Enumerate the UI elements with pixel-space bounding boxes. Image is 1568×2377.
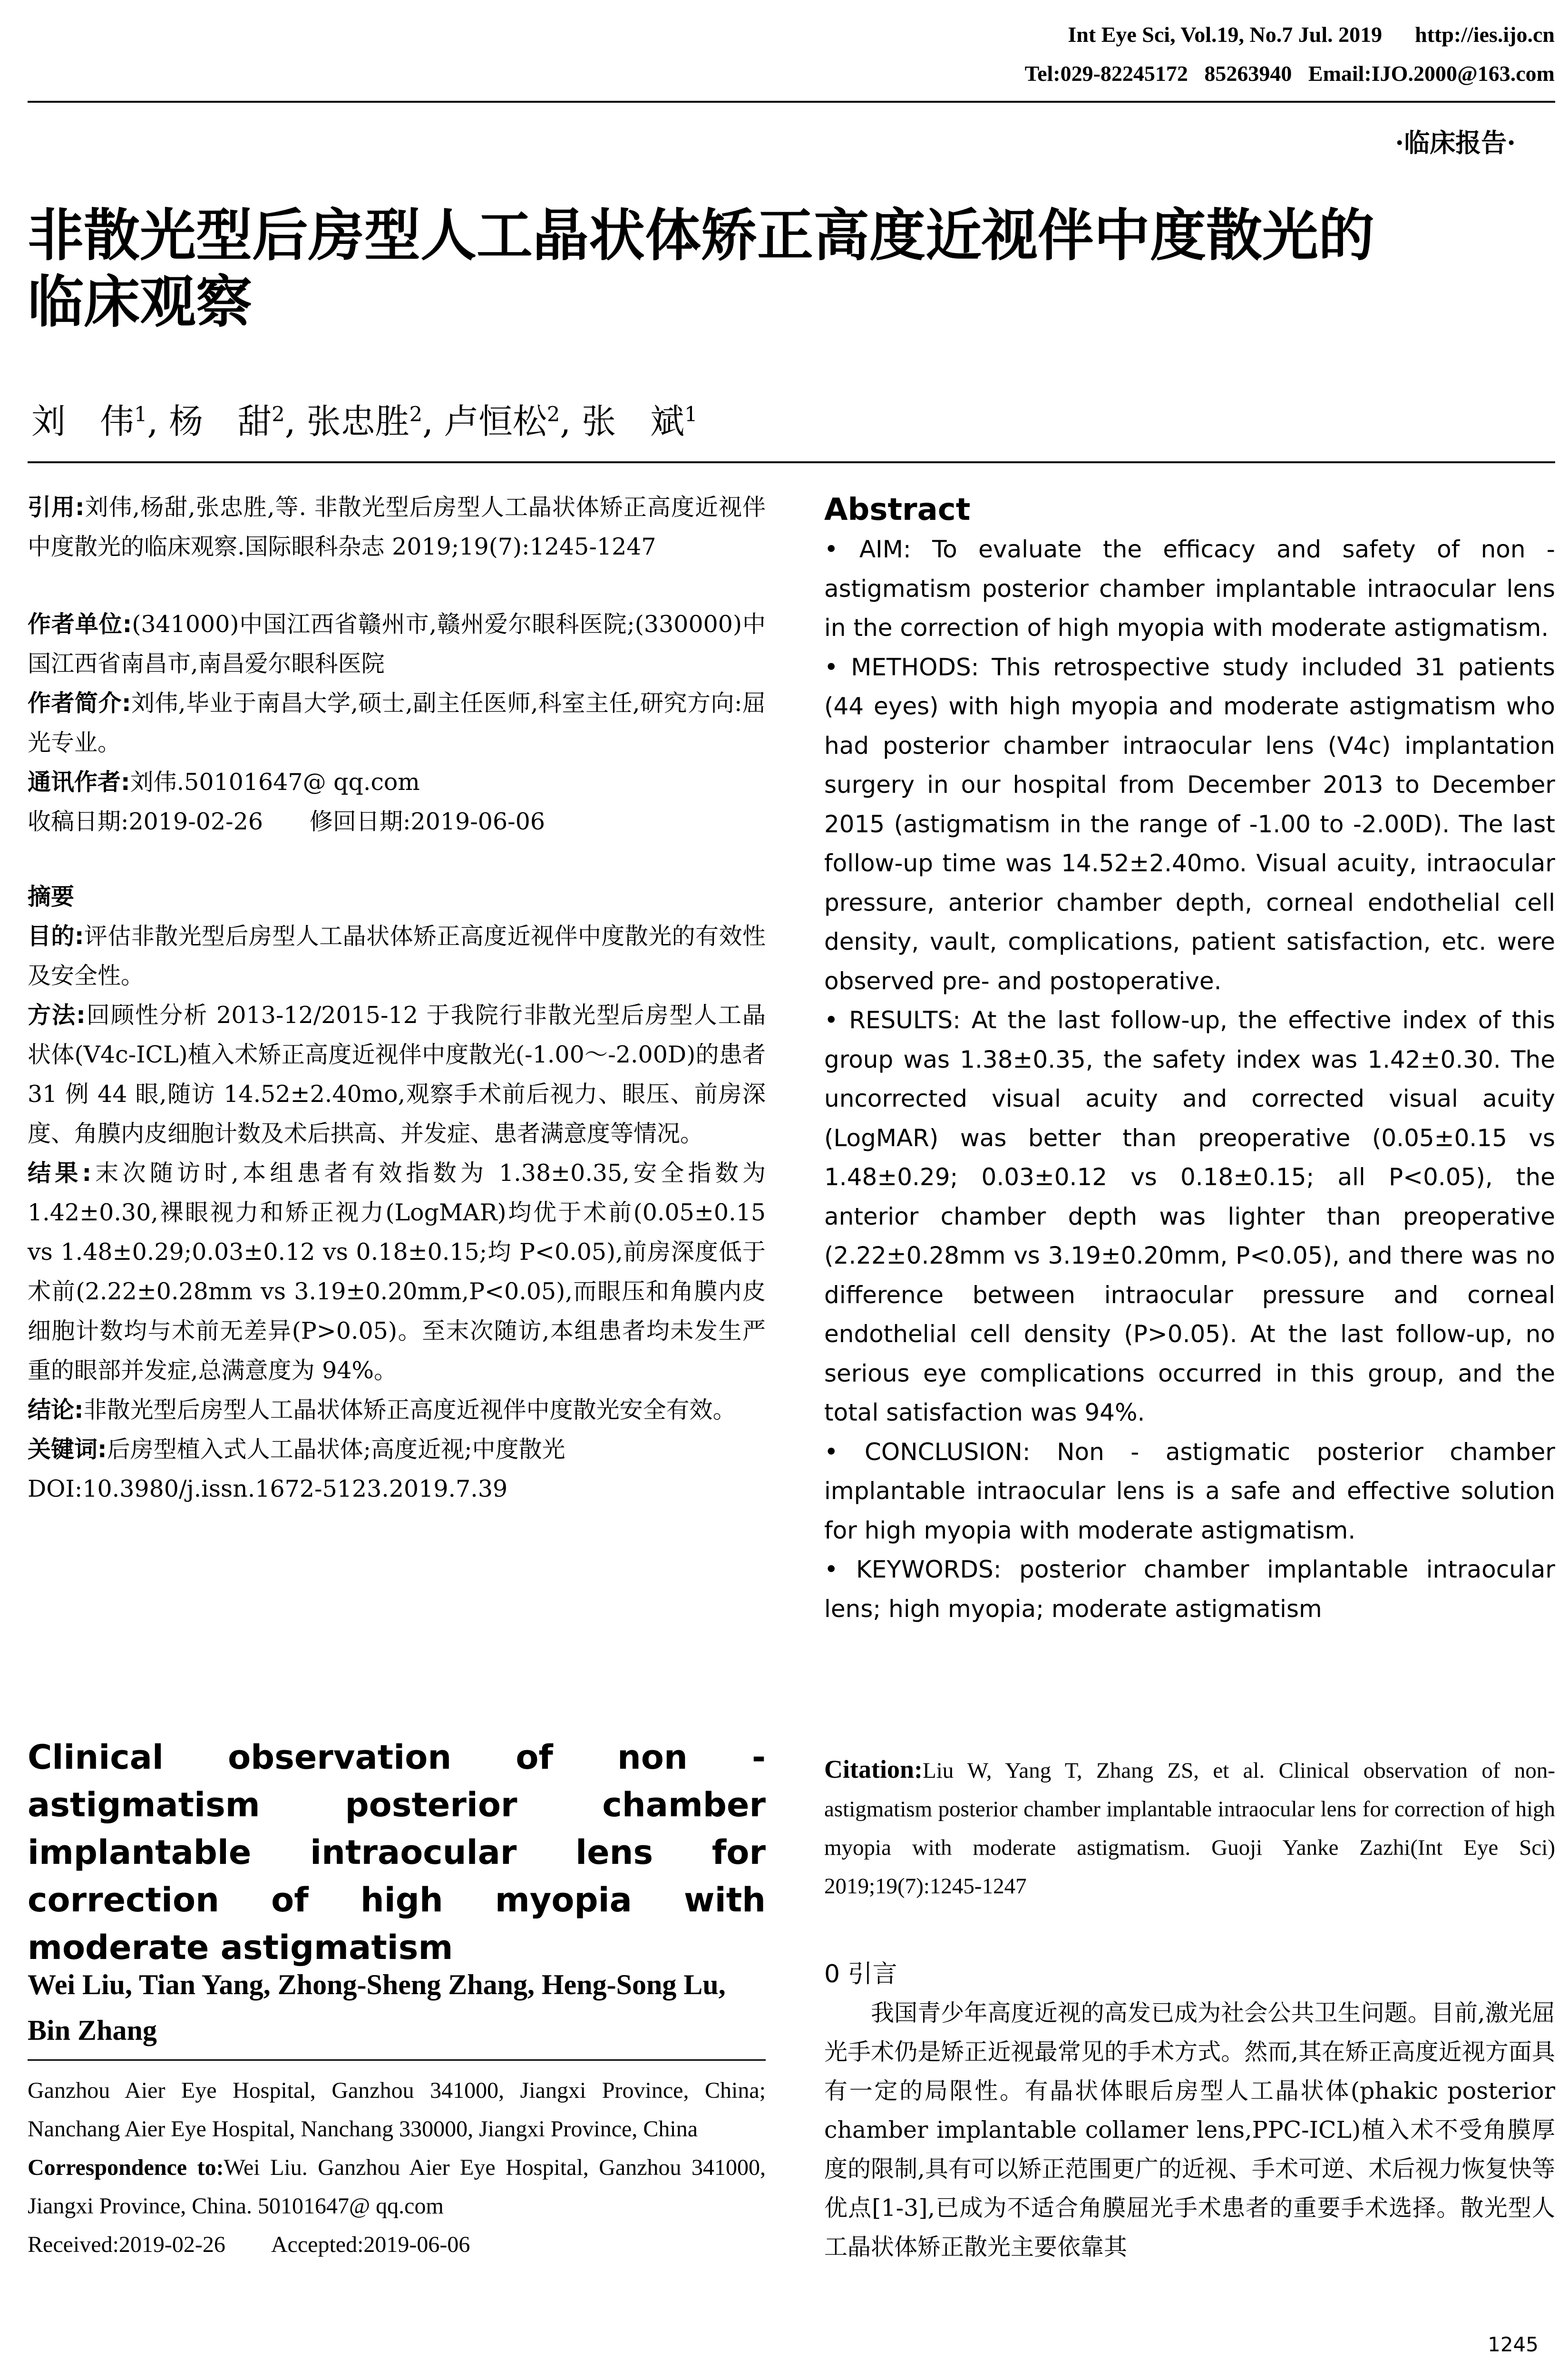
introduction-heading: 0 引言	[824, 1960, 897, 1988]
authors-en: Wei Liu, Tian Yang, Zhong-Sheng Zhang, Heng-Song Lu, Bin Zhang	[28, 1969, 726, 2046]
title-cn-line-1: 非散光型后房型人工晶状体矫正高度近视伴中度散光的	[28, 203, 1375, 268]
methods-en: • METHODS: This retrospective study included 31 patients (44 eyes) with high myopia and moderate astigmatism who had posterior chamber intraocular lens (V4c) implantation surgery in our hospital from December 2013 to December 2015 (astigmatism in the range of -1.00 to -2.00D). The last follow-up time was 14.52±2.40mo. Visual acuity, intraocular pressure, anterior chamber depth, corneal endothelial cell density, vault, complications, patient satisfaction, etc. were observed pre- and postoperative.	[824, 653, 1555, 995]
author-affil-sup: 2	[409, 403, 423, 427]
affiliations-block	[28, 2071, 766, 2264]
results-cn	[28, 1153, 766, 1390]
methods-en-label: METHODS:	[851, 653, 979, 681]
journal-issue-line: Int Eye Sci, Vol.19, No.7 Jul. 2019 http://ies.ijo.cn	[1068, 22, 1555, 47]
doi: DOI:10.3980/j.issn.1672-5123.2019.7.39	[28, 1475, 508, 1502]
keywords-cn-label: 关键词:	[28, 1436, 107, 1463]
affiliations-en: Ganzhou Aier Eye Hospital, Ganzhou 341000, Jiangxi Province, China; Nanchang Aier Eye Hospital, Nanchang 330000, Jiangxi Province, China	[28, 2078, 766, 2142]
authors-cn: 刘 伟$^1$, 杨 甜$^2$, 张忠胜$^2$, 卢恒松$^2$, 张 斌$^1$	[31, 401, 698, 441]
right-column	[824, 490, 1555, 1628]
citation-en-label: Citation:	[824, 1755, 923, 1783]
author-unit	[28, 604, 766, 683]
left-column	[28, 487, 766, 1509]
citation-cn-label: 引用:	[28, 494, 85, 521]
author-affil-sup: 2	[272, 403, 285, 427]
results-cn-label: 结果:	[28, 1159, 92, 1187]
keywords-cn	[28, 1430, 766, 1469]
methods-cn	[28, 995, 766, 1153]
corr-cn-label: 通讯作者:	[28, 769, 130, 796]
results-en-text: At the last follow-up, the effective index of this group was 1.38±0.35, the safety index was 1.42±0.30. The uncorrected visual acuity and corrected visual acuity (LogMAR) was better than preoperative (0.05±0.15 vs 1.48±0.29; 0.03±0.12 vs 0.18±0.15; all P<0.05), the anterior chamber depth was lighter than preoperative (2.22±0.28mm vs 3.19±0.20mm, P<0.05), and there was no difference between intraocular pressure and corneal endothelial cell density (P>0.05). At the last follow-up, no serious eye complications occurred in this group, and the total satisfaction was 94%.	[824, 1006, 1555, 1426]
introduction-paragraph: 我国青少年高度近视的高发已成为社会公共卫生问题。目前,激光屈光手术仍是矫正近视最常见的手术方式。然而,其在矫正高度近视方面具有一定的局限性。有晶状体眼后房型人工晶状体(phakic posterior chamber implantable collamer lens,PPC-ICL)植入术不受角膜厚度的限制,具有可以矫正范围更广的近视、手术可逆、术后视力恢复快等优点[1-3],已成为不适合角膜屈光手术患者的重要手术选择。散光型人工晶状体矫正散光主要依靠其	[824, 1999, 1555, 2260]
conclusion-en-label: CONCLUSION:	[864, 1438, 1031, 1466]
author-unit-text: (341000)中国江西省赣州市,赣州爱尔眼科医院;(330000)中国江西省南昌市,南昌爱尔眼科医院	[28, 611, 766, 677]
methods-en-text: This retrospective study included 31 patients (44 eyes) with high myopia and moderate astigmatism who had posterior chamber intraocular lens (V4c) implantation surgery in our hospital from December 2013 to December 2015 (astigmatism in the range of -1.00 to -2.00D). The last follow-up time was 14.52±2.40mo. Visual acuity, intraocular pressure, anterior chamber depth, corneal endothelial cell density, vault, complications, patient satisfaction, etc. were observed pre- and postoperative.	[824, 653, 1555, 995]
author-cn: 刘 伟	[31, 401, 135, 441]
author-cn: 张忠胜	[306, 401, 409, 441]
citation-en	[824, 1750, 1555, 1906]
corresponding-author-cn	[28, 762, 766, 802]
correspondence-en	[28, 2148, 766, 2225]
citation-en-text: Liu W, Yang T, Zhang ZS, et al. Clinical observation of non-astigmatism posterior chamber implantable intraocular lens for correction of high myopia with moderate astigmatism. Guoji Yanke Zazhi(Int Eye Sci) 2019;19(7):1245-1247	[824, 1758, 1555, 1899]
article-title-cn	[28, 202, 1559, 335]
corr-cn-text: 刘伟.50101647@ qq.com	[130, 769, 420, 796]
section-label: ·临床报告·	[1395, 127, 1516, 158]
author-bio	[28, 683, 766, 762]
conclusion-en: • CONCLUSION: Non - astigmatic posterior chamber implantable intraocular lens is a safe and effective solution for high myopia with moderate astigmatism.	[824, 1438, 1555, 1544]
author-affil-sup: 2	[546, 403, 560, 427]
page-number: 1245	[1488, 2333, 1539, 2356]
abstract-heading-cn: 摘要	[28, 883, 75, 910]
conclusion-cn-label: 结论:	[28, 1396, 84, 1423]
results-en-label: RESULTS:	[849, 1006, 961, 1034]
keywords-en-label: KEYWORDS:	[856, 1556, 1002, 1583]
received-accepted: Received:2019-02-26 Accepted:2019-06-06	[28, 2232, 470, 2257]
aim-cn-text: 评估非散光型后房型人工晶状体矫正高度近视伴中度散光的有效性及安全性。	[28, 923, 766, 989]
author-unit-label: 作者单位:	[28, 611, 132, 638]
correspondence-en-label: Correspondence to:	[28, 2155, 224, 2180]
title-cn-line-2: 临床观察	[28, 269, 253, 335]
header-rule	[28, 101, 1555, 103]
citation-cn-text: 刘伟,杨甜,张忠胜,等. 非散光型后房型人工晶状体矫正高度近视伴中度散光的临床观察.国际眼科杂志 2019;19(7):1245-1247	[28, 494, 766, 560]
aim-en-text: To evaluate the efficacy and safety of non - astigmatism posterior chamber implantable intraocular lens in the correction of high myopia with moderate astigmatism.	[824, 536, 1555, 642]
aim-cn-label: 目的:	[28, 923, 84, 950]
keywords-cn-text: 后房型植入式人工晶状体;高度近视;中度散光	[107, 1436, 565, 1463]
author-cn: 张 斌	[582, 401, 685, 441]
authors-rule	[28, 461, 1555, 463]
author-affil-sup: 1	[134, 403, 147, 427]
article-title-en: Clinical observation of non - astigmatism posterior chamber implantable intraocular lens for correction of high myopia with moderate astigmatism	[28, 1738, 766, 1967]
citation-cn	[28, 487, 766, 566]
keywords-en: • KEYWORDS: posterior chamber implantable intraocular lens; high myopia; moderate astigmatism	[824, 1556, 1555, 1623]
conclusion-cn-text: 非散光型后房型人工晶状体矫正高度近视伴中度散光安全有效。	[83, 1396, 736, 1423]
author-affil-sup: 1	[684, 403, 698, 427]
conclusion-cn	[28, 1390, 766, 1430]
author-bio-text: 刘伟,毕业于南昌大学,硕士,副主任医师,科室主任,研究方向:屈光专业。	[28, 690, 766, 756]
results-en: • RESULTS: At the last follow-up, the effective index of this group was 1.38±0.35, the safety index was 1.42±0.30. The uncorrected visual acuity and corrected visual acuity (LogMAR) was better than preoperative (0.05±0.15 vs 1.48±0.29; 0.03±0.12 vs 0.18±0.15; all P<0.05), the anterior chamber depth was lighter than preoperative (2.22±0.28mm vs 3.19±0.20mm, P<0.05), and there was no difference between intraocular pressure and corneal endothelial cell density (P>0.05). At the last follow-up, no serious eye complications occurred in this group, and the total satisfaction was 94%.	[824, 1006, 1555, 1426]
results-cn-text: 末次随访时,本组患者有效指数为 1.38±0.35,安全指数为 1.42±0.30,裸眼视力和矫正视力(LogMAR)均优于术前(0.05±0.15 vs 1.48±0.29;0.03±0.12 vs 0.18±0.15;均 P<0.05),前房深度低于术前(2.22±0.28mm vs 3.19±0.20mm,P<0.05),而眼压和角膜内皮细胞计数均与术前无差异(P>0.05)。至末次随访,本组患者均未发生严重的眼部并发症,总满意度为 94%。	[28, 1159, 766, 1384]
methods-cn-text: 回顾性分析 2013-12/2015-12 于我院行非散光型后房型人工晶状体(V4c-ICL)植入术矫正高度近视伴中度散光(-1.00～-2.00D)的患者 31 例 44 眼,随访 14.52±2.40mo,观察手术前后视力、眼压、前房深度、角膜内皮细胞计数及术后拱高、并发症、患者满意度等情况。	[28, 1002, 766, 1147]
aim-en-label: AIM:	[859, 536, 911, 563]
keywords-en-text: posterior chamber implantable intraocular lens; high myopia; moderate astigmatism	[824, 1556, 1555, 1623]
methods-cn-label: 方法:	[28, 1002, 86, 1029]
aim-en: • AIM: To evaluate the efficacy and safety of non - astigmatism posterior chamber implantable intraocular lens in the correction of high myopia with moderate astigmatism.	[824, 536, 1555, 642]
correspondence-en-text: Wei Liu. Ganzhou Aier Eye Hospital, Ganzhou 341000, Jiangxi Province, China. 50101647@ qq.com	[28, 2155, 766, 2219]
abstract-heading-en: Abstract	[824, 492, 971, 527]
journal-contact-line: Tel:029-82245172 85263940 Email:IJO.2000@163.com	[1024, 61, 1555, 86]
authors-en-rule	[28, 2059, 766, 2061]
author-bio-label: 作者简介:	[28, 690, 131, 717]
aim-cn	[28, 916, 766, 995]
author-cn: 卢恒松	[444, 401, 547, 441]
conclusion-en-text: Non - astigmatic posterior chamber implantable intraocular lens is a safe and effective solution for high myopia with moderate astigmatism.	[824, 1438, 1555, 1544]
introduction-section	[824, 1955, 1555, 2267]
dates-cn: 收稿日期:2019-02-26 修回日期:2019-06-06	[28, 808, 545, 835]
author-cn: 杨 甜	[169, 401, 272, 441]
